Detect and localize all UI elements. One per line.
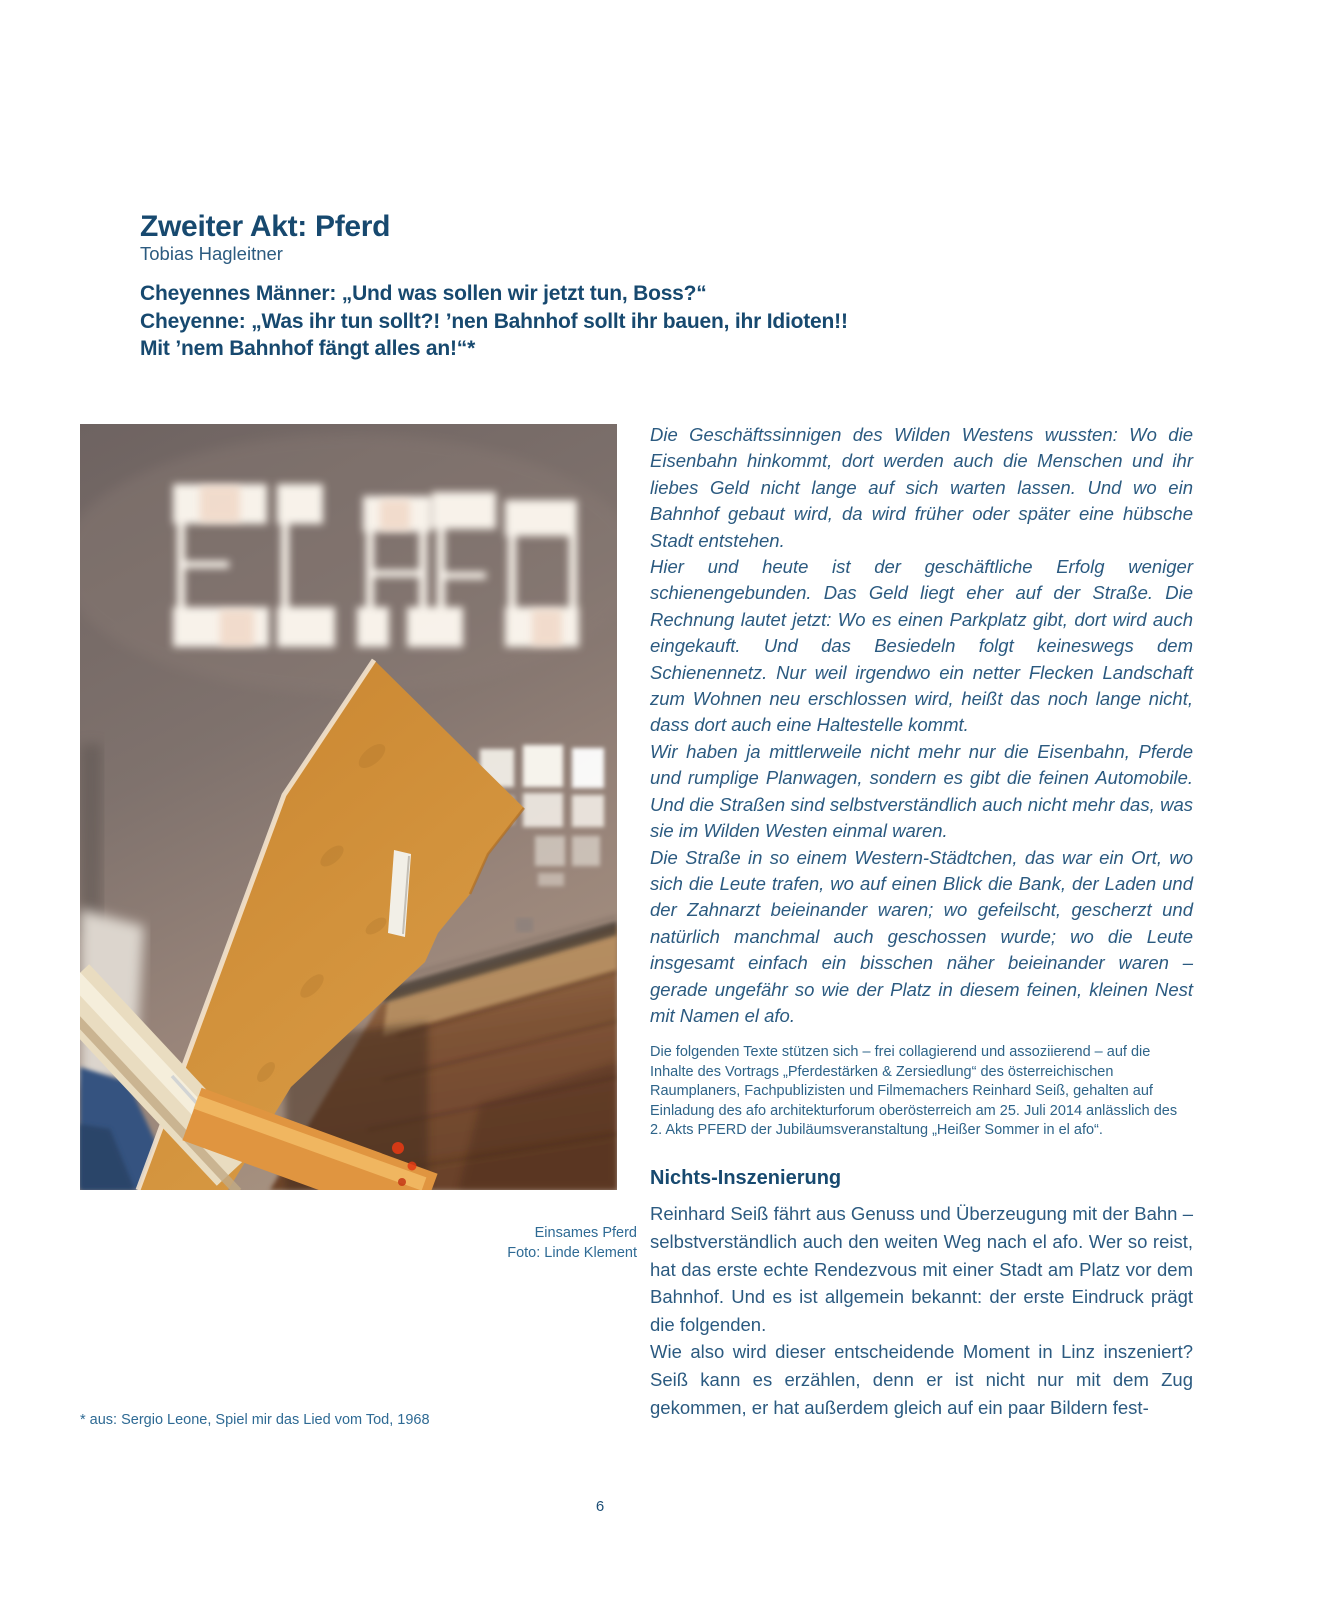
figure-photo-einsames-pferd [80, 424, 617, 1190]
page-number: 6 [595, 1498, 605, 1515]
wall-outlet [516, 918, 533, 932]
wall-light-patch [80, 434, 617, 694]
quote-line: Mit ’nem Bahnhof fängt alles an!“* [140, 337, 476, 360]
photo-caption [80, 1224, 637, 1263]
quote-line: Cheyennes Männer: „Und was sollen wir jetzt tun, Boss?“ [140, 282, 707, 305]
photo-illustration [80, 424, 617, 1190]
article-paragraph: Die Straße in so einem Western-Städtchen, das war ein Ort, wo sich die Leute trafen, wo auf einen Blick die Bank, der Laden und der Zahnarzt beieinander waren; wo gefeilscht, gescherzt und natürlich manchmal auch geschossen wurde; wo die Leute insgesamt einfach ein bisschen näher beieinander waren – gerade ungefähr so wie der Platz in diesem feinen, kleinen Nest mit Namen el afo. [650, 846, 1193, 1026]
article-paragraph: Die Geschäftssinnigen des Wilden Westens wussten: Wo die Eisenbahn hinkommt, dort werden auch die Menschen und ihr liebes Geld nicht lange auf sich warten lassen. Und wo ein Bahnhof gebaut wird, da wird früher oder später eine hübsche Stadt entstehen. [650, 424, 1193, 551]
quote-block [140, 280, 848, 363]
article-note: Die folgenden Texte stützen sich – frei collagierend und assoziierend – auf die Inhalte des Vortrags „Pferdestärken & Zersiedlung“ des österreichischen Raumplaners, Fachpublizisten und Filmemachers Reinhard Seiß, gehalten auf Einladung des afo architekturforum oberösterreich am 25. Juli 2014 anlässlich des 2. Akts PFERD der Jubiläumsveranstaltung „Heißer Sommer in el afo“. [650, 1044, 1178, 1138]
caption-title: Einsames Pferd [534, 1225, 637, 1241]
wall-shadow-left [80, 744, 102, 934]
caption-credit: Foto: Linde Klement [507, 1244, 637, 1261]
article-paragraph: Hier und heute ist der geschäftliche Erfolg weniger schienengebunden. Das Geld liegt eher auf der Straße. Die Rechnung lautet jetzt: Wo es einen Parkplatz gibt, dort wird auch eingekauft. Und das Besiedeln folgt keineswegs dem Schienennetz. Nur weil irgendwo ein netter Flecken Landschaft zum Wohnen neu erschlossen wird, heißt das noch lange nicht, dass dort auch eine Haltestelle kommt. [650, 556, 1193, 736]
section-paragraph: Wie also wird dieser entscheidende Moment in Linz inszeniert? Seiß kann es erzählen, denn er ist nicht nur mit dem Zug gekommen, er hat außerdem gleich auf ein paar Bildern fest- [650, 1341, 1193, 1418]
author-byline: Tobias Hagleitner [140, 243, 283, 264]
article-column [650, 422, 1193, 1421]
section-heading: Nichts-Inszenierung [650, 1167, 842, 1190]
section-paragraph: Reinhard Seiß fährt aus Genuss und Überzeugung mit der Bahn – selbstverständlich auch den weiten Weg nach el afo. Wer so reist, hat das erste echte Rendezvous mit einer Stadt am Platz vor dem Bahnhof. Und es ist allgemein bekannt: der erste Eindruck prägt die folgenden. [650, 1203, 1193, 1335]
page-title: Zweiter Akt: Pferd [140, 210, 391, 244]
quote-line: Cheyenne: „Was ihr tun sollt?! ’nen Bahnhof sollt ihr bauen, ihr Idioten!! [140, 309, 848, 333]
article-paragraph: Wir haben ja mittlerweile nicht mehr nur die Eisenbahn, Pferde und rumplige Planwagen, sondern es gibt die feinen Automobile. Und die Straßen sind selbstverständlich auch nicht mehr das, was sie im Wilden Westen einmal waren. [650, 740, 1193, 842]
footnote-source: * aus: Sergio Leone, Spiel mir das Lied vom Tod, 1968 [80, 1412, 430, 1428]
